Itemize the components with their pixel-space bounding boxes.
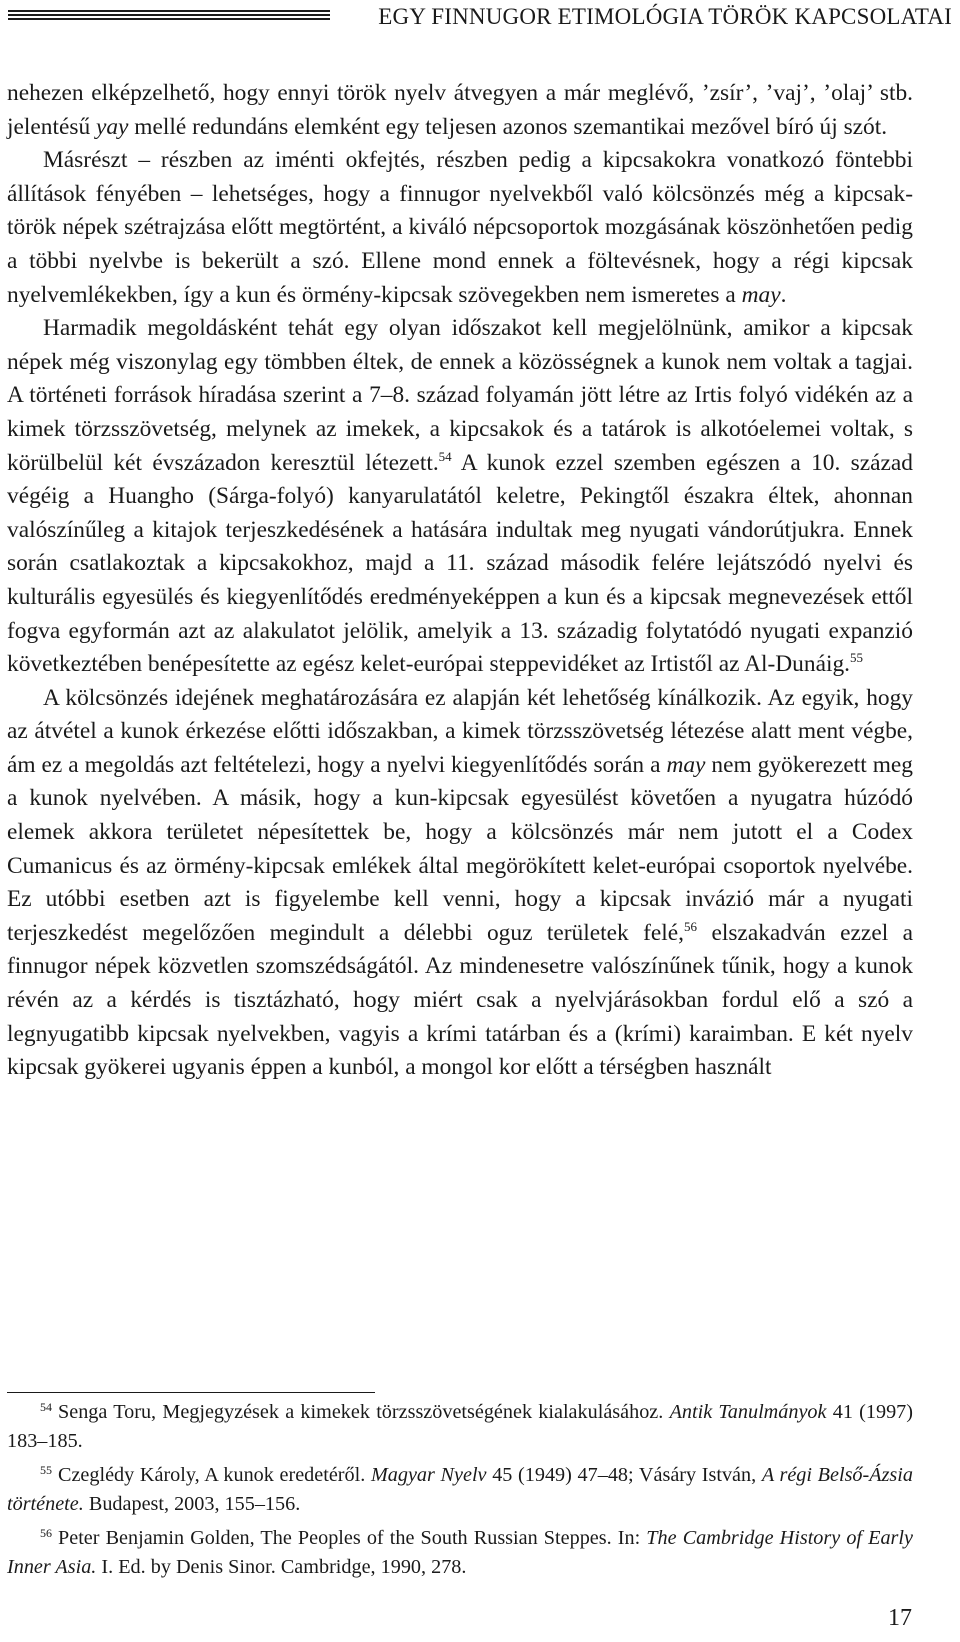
footnote-ref-56[interactable]: 56 bbox=[684, 918, 698, 934]
paragraph-2: Másrészt – részben az iménti okfejtés, részben pedig a kipcsakokra vonatkozó föntebbi állítások fényében – lehetséges, hogy a finnugor nyelvekből való kölcsönzés még a kipcsak-török népek szétrajzása előtt megtörtént, a kiváló népcsoportok mozgásának köszönhetően pedig a többi nyelvbe is bekerült a szó. Ellene mond ennek a föltevésnek, hogy a régi kipcsak nyelvemlékekben, így a kun és örmény-kipcsak szövegekben nem ismeretes a may. bbox=[7, 147, 913, 308]
footnote-divider bbox=[7, 1392, 375, 1393]
paragraph-3: Harmadik megoldásként tehát egy olyan időszakot kell megjelölnünk, amikor a kipcsak népek még viszonylag egy tömbben éltek, de ennek a közösségnek a kunok nem voltak a tagjai. A történeti források híradása szerint a 7–8. század folyamán jött létre az Irtis folyó vidékén az a kimek törzsszövetség, melynek az imekek, a kipcsakok és a tatárok is alkotóelemei voltak, s körülbelül két évszázadon keresztül létezett.$^{54}$ A kunok ezzel szemben egészen a 10. század végéig a Huangho (Sárga-folyó) kanyarulatától keletre, Pekingtől északra éltek, ahonnan valószínűleg a kitajok terjeszkedésének a hatására indultak meg nyugati vándorútjukra. Ennek során csatlakoztak a kipcsakokhoz, majd a 11. század második felére lejátszódó nyelvi és kulturális egyesülés és kiegyenlítődés eredményeképpen a kun és a kipcsak megnevezések ettől fogva egyformán azt az alakulatot jelölik, amelyik a 13. századig folytatódó nyugati expanzió következtében benépesítette az egész kelet-európai steppevidéket az Irtistől az Al-Dunáig.$^{55}$ bbox=[7, 315, 913, 678]
footnote-number: 54 bbox=[40, 1400, 52, 1414]
footnote-56: $^{56}$ Peter Benjamin Golden, The Peoples of the South Russian Steppes. In: The Cambridge History of Early Inner Asia. I. Ed. by Denis Sinor. Cambridge, 1990, 278. bbox=[7, 1525, 913, 1579]
term-may: may bbox=[741, 281, 781, 308]
footnote-54: $^{54}$ Senga Toru, Megjegyzések a kimekek törzsszövetségének kialakulásához. Antik Tanulmányok 41 (1997) 183–185. bbox=[7, 1400, 913, 1453]
page-number: 17 bbox=[888, 1605, 912, 1631]
running-header bbox=[8, 4, 952, 30]
header-title: EGY FINNUGOR ETIMOLÓGIA TÖRÖK KAPCSOLATAI bbox=[378, 4, 952, 29]
term-yay: yay bbox=[95, 113, 129, 140]
term-may: may bbox=[666, 751, 706, 778]
footnote-number: 56 bbox=[40, 1525, 52, 1540]
paragraph-4: A kölcsönzés idejének meghatározására ez alapján két lehetőség kínálkozik. Az egyik, hogy az átvétel a kunok érkezése előtti időszakban, a kimek törzsszövetség létezése alatt ment végbe, ám ez a megoldás azt feltételezi, hogy a nyelvi kiegyenlítődés során a may nem gyökerezett meg a kunok nyelvében. A másik, hogy a kun-kipcsak egyesülést követően a nyugatra húzódó elemek akkora területet népesítettek be, hogy a kölcsönzés már nem jutott el a Codex Cumanicus és az örmény-kipcsak emlékek által megörökített kelet-európai csoportok nyelvébe. Ez utóbbi esetben azt is figyelembe kell venni, hogy a kipcsak invázió már a nyugati terjeszkedést megelőzően megindult a délebbi oguz területek felé,$^{56}$ elszakadván ezzel a finnugor népek közvetlen szomszédságától. Az mindenesetre valószínűnek tűnik, hogy a kunok révén az a kérdés is tisztázható, hogy miért csak a nyelvjárásokban fordul elő a szó a legnyugatibb kipcsak nyelvekben, vagyis a krími tatárban és a (krími) karaimban. E két nyelv kipcsak gyökerei ugyanis éppen a kunból, a mongol kor előtt a térségben használt bbox=[7, 684, 913, 1081]
footnote-ref-54[interactable]: 54 bbox=[438, 448, 452, 464]
footnote-ref-55[interactable]: 55 bbox=[850, 650, 863, 666]
footnote-number: 55 bbox=[40, 1462, 52, 1477]
footnotes bbox=[7, 1398, 913, 1586]
body-text bbox=[7, 77, 913, 1085]
paragraph-1: nehezen elképzelhető, hogy ennyi török nyelv átvegyen a már meglévő, ’zsír’, ’vaj’, ’olaj’ stb. jelentésű yay mellé redundáns elemként egy teljesen azonos szemantikai mezővel bíró új szót. bbox=[7, 80, 913, 140]
footnote-55: $^{55}$ Czeglédy Károly, A kunok eredetéről. Magyar Nyelv 45 (1949) 47–48; Vásáry István, A régi Belső-Ázsia története. Budapest, 2003, 155–156. bbox=[7, 1462, 913, 1516]
header-rule-lines bbox=[8, 10, 330, 24]
